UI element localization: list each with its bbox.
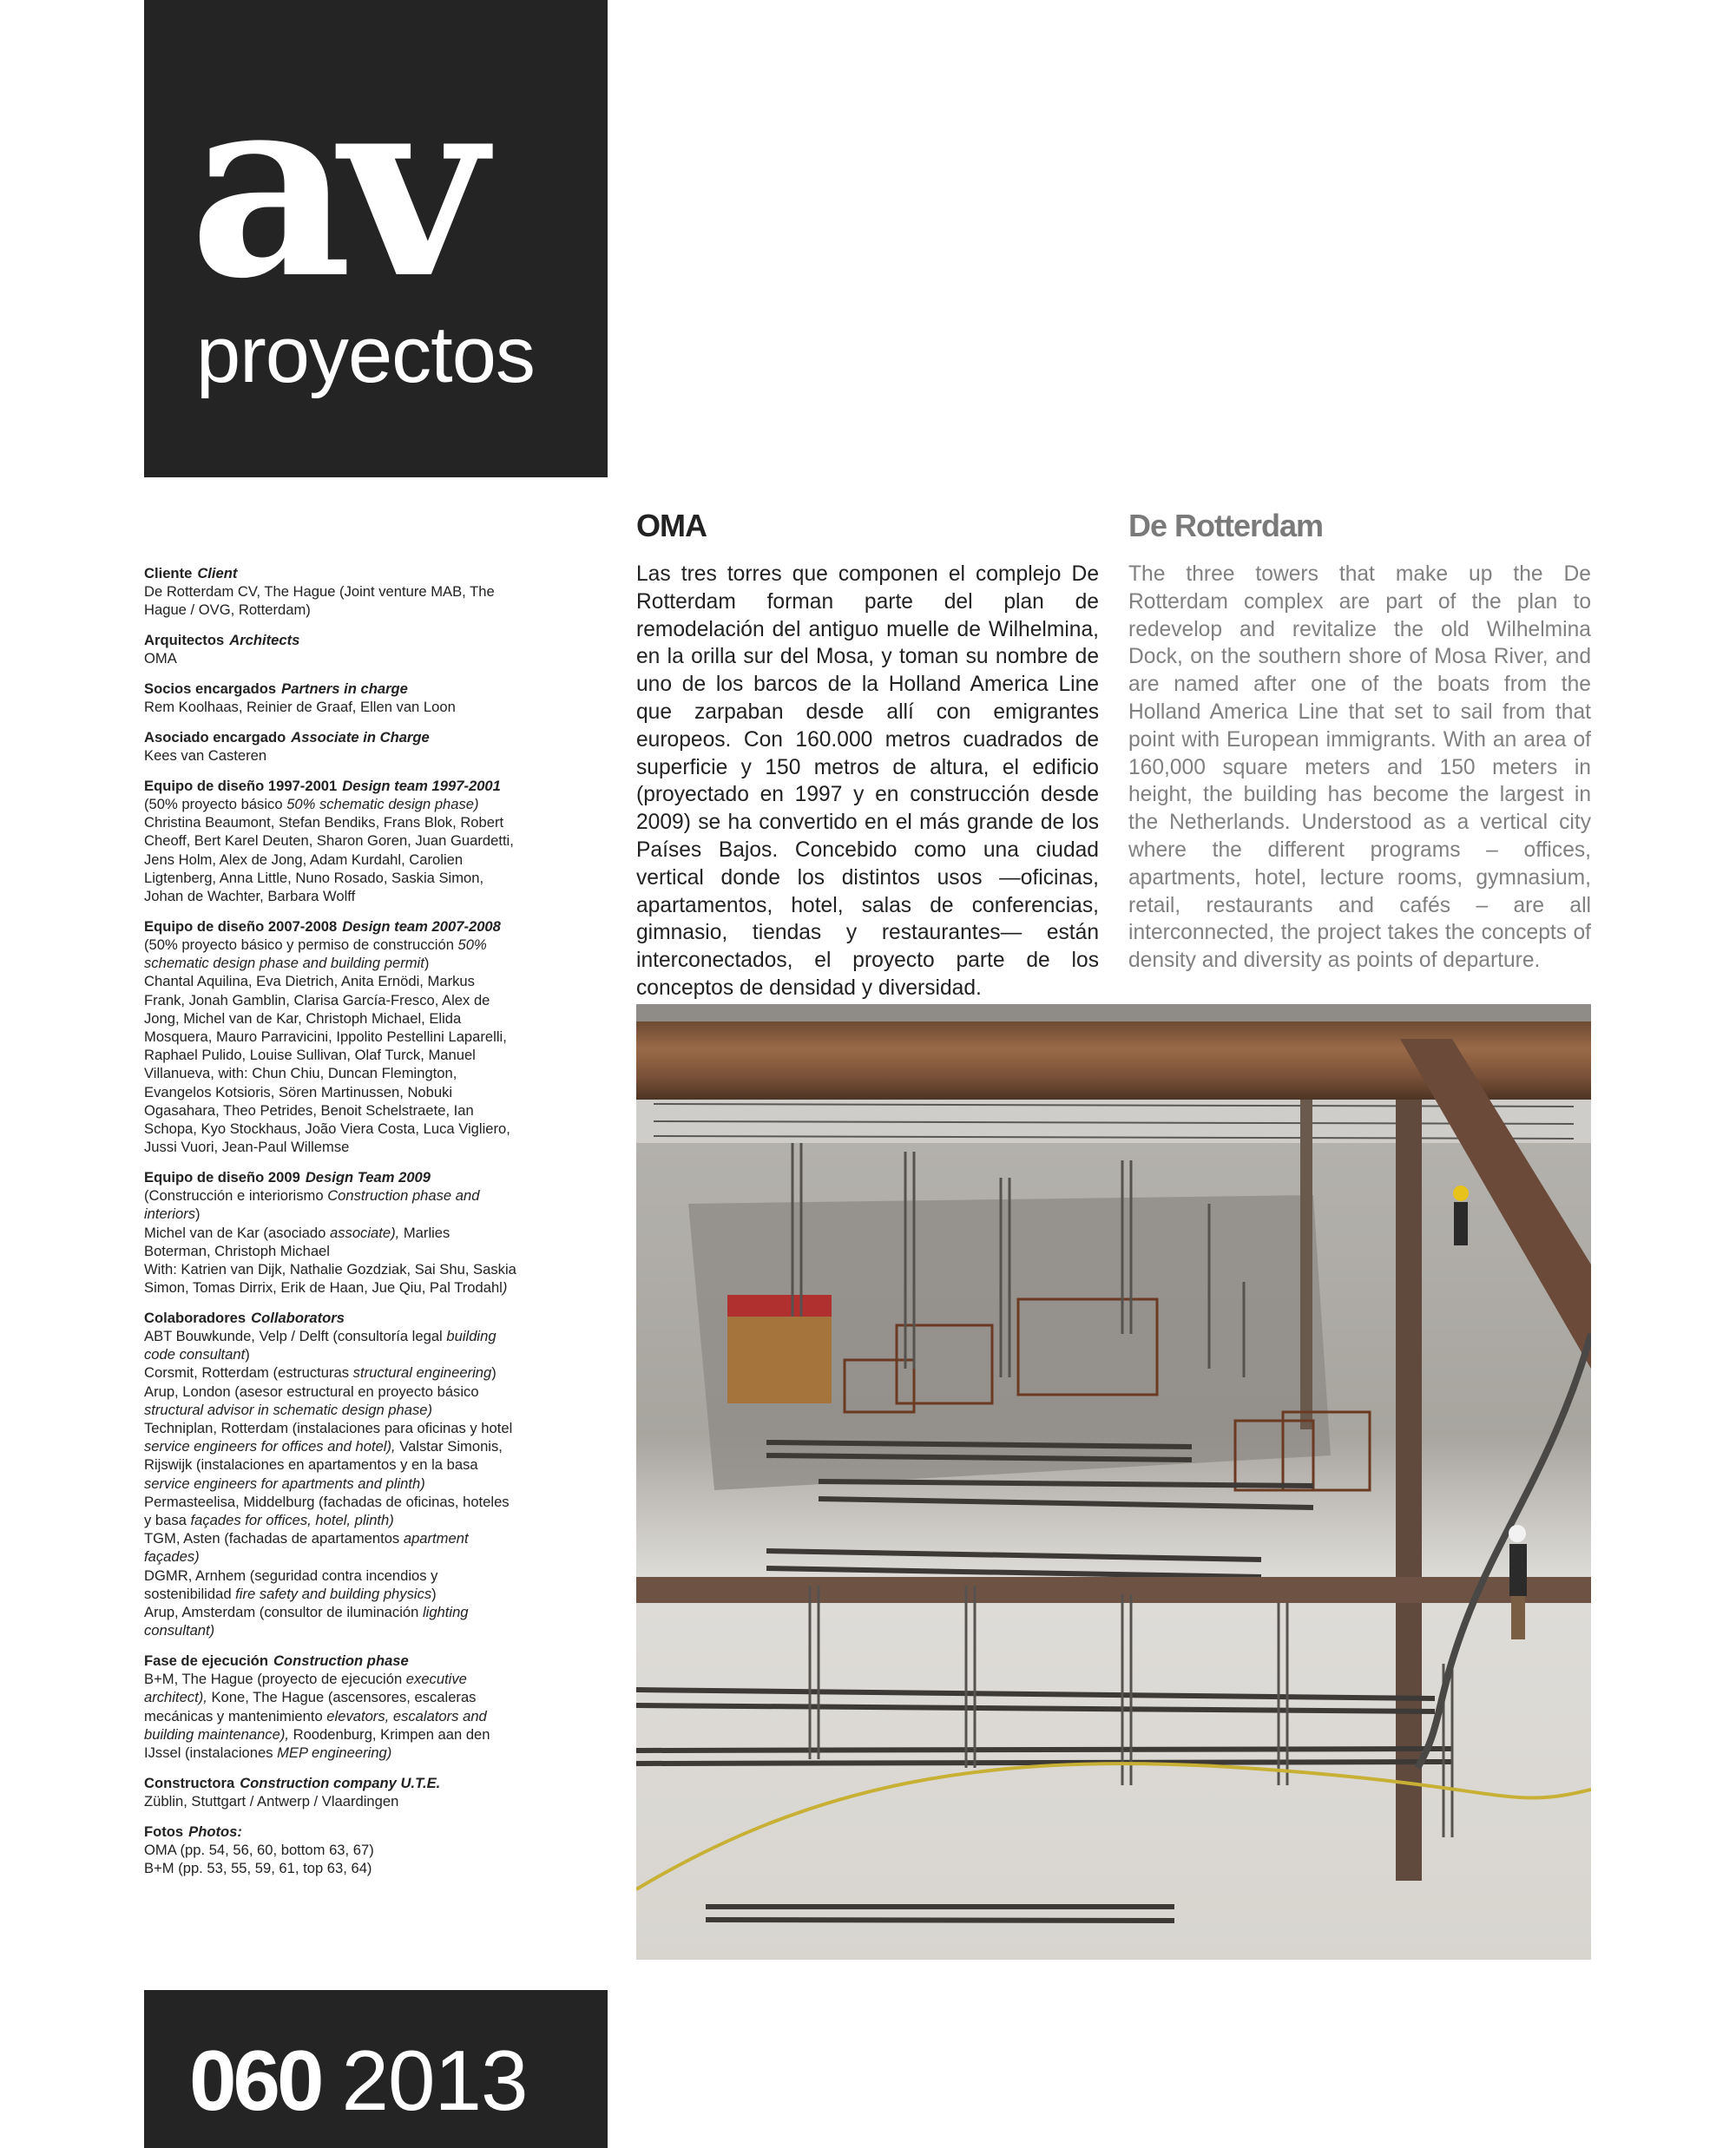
- credit-title-en: Associate in Charge: [291, 728, 430, 746]
- credit-body: [144, 1186, 517, 1297]
- issue-footer: [144, 1990, 608, 2148]
- article-title-es: OMA: [636, 508, 707, 543]
- credit-block: [144, 680, 517, 716]
- credit-body: [144, 795, 517, 905]
- credit-block: [144, 1652, 517, 1762]
- credit-title: [144, 1774, 517, 1792]
- credit-title-es: Socios encargados: [144, 680, 277, 698]
- credit-text: Techniplan, Rotterdam (instalaciones para oficinas y hotel: [144, 1420, 513, 1437]
- credit-body: [144, 936, 517, 1156]
- credit-text: Corsmit, Rotterdam (estructuras: [144, 1364, 353, 1382]
- credit-text: service engineers for offices and hotel),: [144, 1438, 396, 1455]
- credit-title: [144, 1168, 517, 1186]
- credit-block: [144, 1309, 517, 1640]
- credit-title: [144, 680, 517, 698]
- credit-title: [144, 631, 517, 649]
- credit-text: associate),: [330, 1224, 400, 1241]
- credit-text: Rem Koolhaas, Reinier de Graaf, Ellen van Loon: [144, 699, 456, 716]
- credit-text: MEP engineering): [277, 1744, 392, 1761]
- credit-title-es: Arquitectos: [144, 632, 225, 649]
- credit-title-en: Photos:: [188, 1823, 242, 1840]
- credit-text: (50% proyecto básico y permiso de construcción: [144, 936, 458, 953]
- credit-title-en: Construction company U.T.E.: [240, 1774, 441, 1791]
- magazine-logo: [144, 0, 608, 477]
- credit-text: executive architect),: [144, 1671, 467, 1706]
- credit-body: [144, 649, 517, 667]
- credit-body: [144, 582, 517, 619]
- credit-text: De Rotterdam CV, The Hague (Joint venture MAB, The Hague / OVG, Rotterdam): [144, 583, 495, 619]
- credit-text: Michel van de Kar (asociado: [144, 1224, 330, 1241]
- credit-block: [144, 564, 517, 620]
- credit-text: 50% schematic design phase): [286, 796, 479, 813]
- credit-text: ): [195, 1205, 201, 1223]
- article-text-es: Las tres torres que componen el complejo De Rotterdam forman parte del plan de remodelación del antiguo muelle de Wilhelmina, en la orilla sur del Mosa, y toman su nombre de uno de los barcos de la Holland America Line que zarpaban desde allí con emigrantes europeos. Con 160.000 metros cuadrados de superficie y 150 metros de altura, el edificio (proyectado en 1997 y en construcción desde 2009) se ha convertido en el más grande de los Países Bajos. Concebido como una ciudad vertical donde los distintos usos —oficinas, apartamentos, hotel, salas de conferencias, gimnasio, tiendas y restaurantes— están interconectados, el proyecto parte de los conceptos de densidad y diversidad.: [636, 562, 1099, 1000]
- credit-text: B+M, The Hague (proyecto de ejecución: [144, 1671, 406, 1688]
- credit-block: [144, 631, 517, 667]
- credit-text: OMA (pp. 54, 56, 60, bottom 63, 67): [144, 1841, 374, 1858]
- credit-title: [144, 1823, 517, 1841]
- credit-text: ): [491, 1364, 496, 1382]
- credit-body: [144, 698, 517, 716]
- credit-block: [144, 1774, 517, 1810]
- credit-text: Züblin, Stuttgart / Antwerp / Vlaardingen: [144, 1792, 399, 1810]
- credit-title-es: Constructora: [144, 1774, 235, 1791]
- credit-title-en: Construction phase: [273, 1652, 409, 1669]
- credit-title-en: Design team 2007-2008: [342, 917, 501, 935]
- credit-text: Construction phase and interiors: [144, 1187, 480, 1223]
- credit-body: [144, 1327, 517, 1639]
- credit-text: Arup, Amsterdam (consultor de iluminación: [144, 1604, 423, 1621]
- credit-text: Christina Beaumont, Stefan Bendiks, Frans Blok, Robert Cheoff, Bert Karel Deuten, Sharon Goren, Juan Guardetti, Jens Holm, Alex de Jong, Adam Kurdahl, Carolien Ligtenberg, Anna Little, Nuno Rosado, Saskia Simon, Johan de Wachter, Barbara Wolff: [144, 814, 514, 905]
- credit-title-en: Partners in charge: [281, 680, 408, 698]
- credit-text: DGMR, Arnhem (seguridad contra incendios y sostenibilidad: [144, 1567, 438, 1602]
- issue-number: 060: [189, 2033, 321, 2128]
- credit-title-en: Design team 1997-2001: [342, 777, 501, 794]
- credit-text: Arup, London (asesor estructural en proyecto básico: [144, 1383, 479, 1400]
- credit-title-es: Equipo de diseño 1997-2001: [144, 777, 338, 794]
- project-credits: [144, 564, 517, 1889]
- credit-title-es: Equipo de diseño 2007-2008: [144, 917, 338, 935]
- credit-text: (Construcción e interiorismo: [144, 1187, 328, 1205]
- credit-title-en: Design Team 2009: [305, 1168, 431, 1186]
- credit-text: Kees van Casteren: [144, 747, 267, 765]
- credit-title-es: Colaboradores: [144, 1309, 247, 1326]
- credit-text: Kone, The Hague (ascensores, escaleras mecánicas y mantenimiento: [144, 1689, 477, 1724]
- credit-block: [144, 777, 517, 905]
- photo-illustration: [636, 1004, 1591, 1960]
- credit-title: [144, 777, 517, 795]
- credit-text: fire safety and building physics: [235, 1585, 432, 1602]
- credit-block: [144, 1823, 517, 1878]
- credit-body: [144, 1792, 517, 1810]
- credit-block: [144, 1168, 517, 1297]
- credit-text: building code consultant: [144, 1328, 496, 1363]
- credit-text: structural advisor in schematic design phase): [144, 1401, 433, 1418]
- credit-text: apartment façades): [144, 1530, 469, 1566]
- credit-text: ): [502, 1279, 508, 1297]
- credit-block: [144, 917, 517, 1157]
- logo-subtitle: proyectos: [196, 311, 535, 399]
- credit-text: structural engineering: [352, 1364, 492, 1382]
- issue-year: 2013: [341, 2033, 528, 2128]
- credit-body: [144, 1841, 517, 1877]
- credit-text: Chantal Aquilina, Eva Dietrich, Anita Ernödi, Markus Frank, Jonah Gamblin, Clarisa García-Fresco, Alex de Jong, Michel van de Kar, Christoph Michael, Elida Mosquera, Mauro Parravicini, Ippolito Pestellini Laparelli, Raphael Pulido, Louise Sullivan, Olaf Turck, Manuel Villanueva, with: Chun Chiu, Duncan Flemington, Evangelos Kotsioris, Sören Martinussen, Nobuki Ogasahara, Theo Petrides, Benoit Schelstraete, Ian Schopa, Kyo Stockhaus, João Viera Costa, Luca Vigliero, Jussi Vuori, Jean-Paul Willemse: [144, 973, 510, 1156]
- article-spanish: [636, 507, 1099, 1002]
- credit-text: ): [424, 955, 430, 972]
- article-title-en: De Rotterdam: [1128, 508, 1324, 543]
- credit-title-es: Asociado encargado: [144, 728, 286, 746]
- credit-title-en: Client: [197, 565, 238, 581]
- credit-title-es: Cliente: [144, 565, 193, 581]
- credit-text: ): [245, 1346, 250, 1363]
- credit-text: service engineers for apartments and plinth): [144, 1475, 425, 1492]
- credit-title-es: Fase de ejecución: [144, 1652, 268, 1669]
- article-text-en: The three towers that make up the De Rotterdam complex are part of the plan to redevelop and revitalize the old Wilhelmina Dock, on the southern shore of Mosa River, and are named after one of the boats from the Holland America Line that set to sail from that point with European immigrants. With an area of 160,000 square meters and 150 meters in height, the building has become the largest in the Netherlands. Understood as a vertical city where the different programs – offices, apartments, hotel, lecture rooms, gymnasium, retail, restaurants and cafés – are all interconnected, the project takes the concepts of density and diversity as points of departure.: [1128, 562, 1591, 973]
- credit-title: [144, 564, 517, 582]
- credit-text: ABT Bouwkunde, Velp / Delft (consultoría legal: [144, 1328, 447, 1345]
- credit-title: [144, 917, 517, 936]
- credit-text: lighting consultant): [144, 1604, 469, 1639]
- credit-title: [144, 1652, 517, 1670]
- credit-title-es: Equipo de diseño 2009: [144, 1168, 300, 1186]
- credit-text: 50% schematic design phase and building permit: [144, 936, 487, 972]
- credit-text: B+M (pp. 53, 55, 59, 61, top 63, 64): [144, 1860, 372, 1876]
- credit-body: [144, 1670, 517, 1762]
- credit-text: façades for offices, hotel, plinth): [190, 1512, 394, 1529]
- credit-text: Permasteelisa, Middelburg (fachadas de oficinas, hoteles y basa: [144, 1493, 510, 1529]
- credit-title-es: Fotos: [144, 1823, 184, 1840]
- logo-mark: av: [189, 39, 475, 334]
- credit-title-en: Collaborators: [251, 1309, 345, 1326]
- credit-text: Roodenburg, Krimpen aan den IJssel (instalaciones: [144, 1725, 490, 1761]
- credit-title-en: Architects: [229, 632, 300, 649]
- credit-text: TGM, Asten (fachadas de apartamentos: [144, 1530, 404, 1547]
- credit-block: [144, 728, 517, 765]
- credit-text: Marlies Boterman, Christoph Michael: [144, 1224, 450, 1259]
- credit-body: [144, 746, 517, 765]
- credit-text: ): [431, 1585, 437, 1602]
- credit-title: [144, 728, 517, 746]
- credit-text: OMA: [144, 650, 177, 667]
- construction-site-photo: [636, 1004, 1591, 1960]
- credit-title: [144, 1309, 517, 1327]
- credit-text: With: Katrien van Dijk, Nathalie Gozdziak, Sai Shu, Saskia Simon, Tomas Dirrix, Erik de Haan, Jue Qiu, Pal Trodahl: [144, 1260, 516, 1297]
- credit-text: Valstar Simonis, Rijswijk (instalaciones en apartamentos y en la basa: [144, 1438, 503, 1474]
- article-english: [1128, 507, 1591, 975]
- credit-text: (50% proyecto básico: [144, 796, 287, 813]
- credit-text: elevators, escalators and building maintenance),: [144, 1707, 487, 1743]
